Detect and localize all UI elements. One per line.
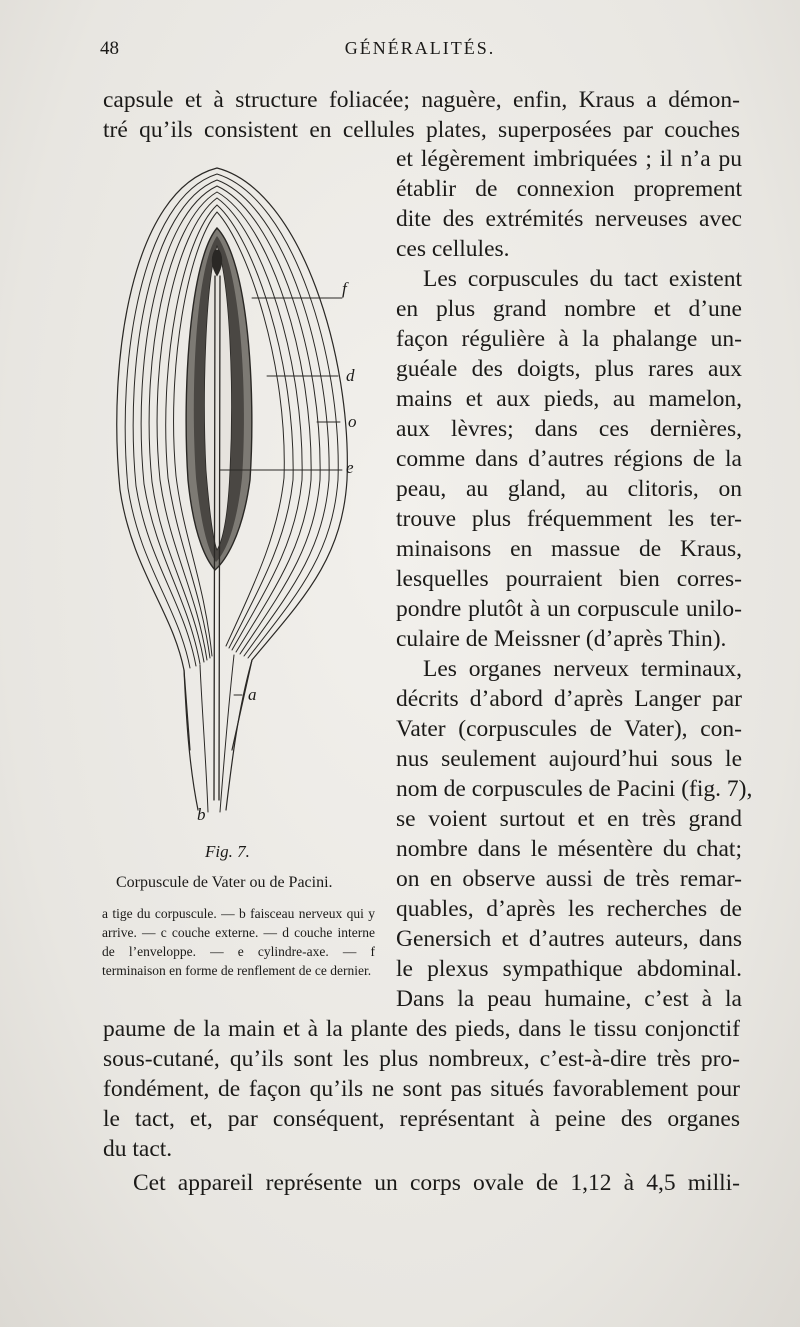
text-line: minaisons en massue de Kraus, <box>396 536 742 562</box>
text-line: fondément, de façon qu’ils ne sont pas situés favorablement pour <box>103 1076 740 1102</box>
text-line: façon régulière à la phalange un- <box>396 326 742 352</box>
text-line: Cet appareil représente un corps ovale de 1,12 à 4,5 milli- <box>133 1170 740 1196</box>
text-line: capsule et à structure foliacée; naguère, enfin, Kraus a démon- <box>103 87 740 113</box>
pacinian-corpuscle-figure <box>102 150 387 830</box>
text-line: établir de connexion proprement <box>396 176 742 202</box>
text-line: paume de la main et à la plante des pieds, dans le tissu conjonctif <box>103 1016 740 1042</box>
text-line: Les corpuscules du tact existent <box>423 266 742 292</box>
text-line: dite des extrémités nerveuses avec <box>396 206 742 232</box>
text-line: nombre dans le mésentère du chat; <box>396 836 742 862</box>
figure-label-e: e <box>346 458 354 477</box>
page-header <box>100 38 740 68</box>
figure-title: Fig. 7. <box>205 842 250 861</box>
text-line: Vater (corpuscules de Vater), con- <box>396 716 742 742</box>
text-line: Dans la peau humaine, c’est à la <box>396 986 742 1012</box>
text-line: le plexus sympathique abdominal. <box>396 956 742 982</box>
text-line: décrits d’abord d’après Langer par <box>396 686 742 712</box>
text-line: nom de corpuscules de Pacini (fig. 7), <box>396 776 753 802</box>
figure-label-d: d <box>346 366 355 385</box>
text-line: en plus grand nombre et d’une <box>396 296 742 322</box>
figure-subtitle: Corpuscule de Vater ou de Pacini. <box>116 874 333 891</box>
figure-legend: a tige du corpuscule. — b faisceau nerveux qui y arrive. — c couche externe. — d couche interne de l’enveloppe. — e cylindre-axe. — f terminaison en forme de renflement de ce dernier. <box>102 906 375 978</box>
figure-label-o: o <box>348 412 357 431</box>
text-line: du tact. <box>103 1136 173 1162</box>
text-line: quables, d’après les recherches de <box>396 896 742 922</box>
text-line: le tact, et, par conséquent, représentant à peine des organes <box>103 1106 740 1132</box>
text-line: Les organes nerveux terminaux, <box>423 656 742 682</box>
text-line: se voient surtout et en très grand <box>396 806 742 832</box>
text-line: mains et aux pieds, au mamelon, <box>396 386 742 412</box>
running-title: GÉNÉRALITÉS. <box>344 38 496 58</box>
text-line: lesquelles pourraient bien corres- <box>396 566 742 592</box>
text-line: tré qu’ils consistent en cellules plates, superposées par couches <box>103 117 740 143</box>
text-line: et légèrement imbriquées ; il n’a pu <box>396 146 742 172</box>
text-line: pondre plutôt à un corpuscule unilo- <box>396 596 742 622</box>
text-line: comme dans d’autres régions de la <box>396 446 742 472</box>
text-line: Genersich et d’autres auteurs, dans <box>396 926 742 952</box>
text-line: peau, au gland, au clitoris, on <box>396 476 742 502</box>
text-line: ces cellules. <box>396 236 510 262</box>
figure-label-b: b <box>197 805 206 824</box>
text-line: nus seulement aujourd’hui sous le <box>396 746 742 772</box>
text-line: aux lèvres; dans ces dernières, <box>396 416 742 442</box>
text-line: on en observe aussi de très remar- <box>396 866 742 892</box>
text-line: trouve plus fréquemment les ter- <box>396 506 742 532</box>
text-line: sous-cutané, qu’ils sont les plus nombreux, c’est-à-dire très pro- <box>103 1046 740 1072</box>
page-number: 48 <box>100 38 119 59</box>
figure-label-a: a <box>248 685 257 704</box>
text-line: culaire de Meissner (d’après Thin). <box>396 626 727 652</box>
figure-label-f: f <box>342 279 347 298</box>
text-line: guéale des doigts, plus rares aux <box>396 356 742 382</box>
